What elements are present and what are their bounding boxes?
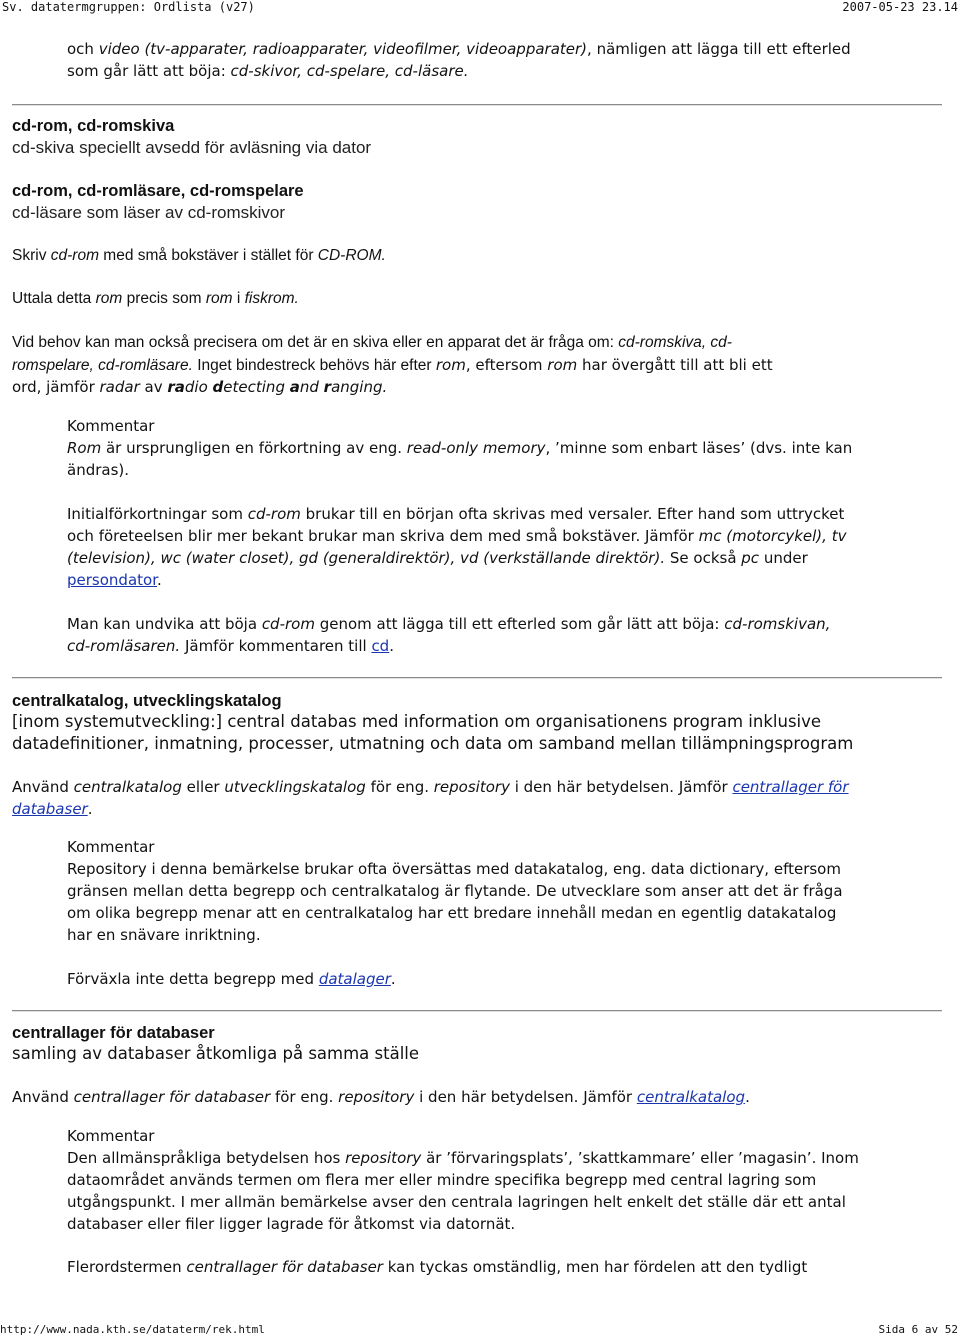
- comment-text: Repository i denna bemärkelse brukar ofta översättas med datakatalog, eng. data dictionary, eftersom: [67, 860, 841, 878]
- document-title: Sv. datatermgruppen: Ordlista (v27): [2, 0, 255, 14]
- comment-text: utgångspunkt. I mer allmän bemärkelse avser den centrala lagringen helt enkelt det ställe där ett antal: [67, 1193, 846, 1211]
- term-heading: centralkatalog, utvecklingskatalog: [12, 692, 282, 710]
- link-datalager[interactable]: datalager: [318, 970, 391, 988]
- precision-note: Vid behov kan man också precisera om det är en skiva eller en apparat det är fråga om: cd-romskiva, cd-: [12, 334, 732, 351]
- term-definition: cd-skiva speciellt avsedd för avläsning via dator: [12, 138, 372, 157]
- comment-text: dataområdet används termen om flera mer eller mindre specifika begrepp med central lagring som: [67, 1171, 817, 1189]
- entry-divider: [12, 677, 942, 679]
- term-definition: cd-läsare som läser av cd-romskivor: [12, 203, 286, 222]
- continuation-line-1: och video (tv-apparater, radioapparater, videofilmer, videoapparater), nämligen att lägga till ett efterled: [67, 40, 851, 58]
- pronunciation-note: Uttala detta rom precis som rom i fiskrom.: [12, 290, 299, 307]
- comment-text: ändras).: [67, 461, 130, 479]
- comment-text: Förväxla inte detta begrepp med datalager.: [67, 970, 396, 988]
- usage-note-line-2: databaser.: [12, 800, 93, 818]
- term-heading: cd-rom, cd-romskiva: [12, 117, 175, 135]
- term-heading: centrallager för databaser: [12, 1024, 215, 1042]
- comment-text: (television), wc (water closet), gd (generaldirektör), vd (verkställande direktör). Se också pc under: [67, 549, 808, 567]
- continuation-line-2: som går lätt att böja: cd-skivor, cd-spelare, cd-läsare.: [67, 62, 469, 80]
- term-definition: samling av databaser åtkomliga på samma ställe: [12, 1044, 420, 1063]
- print-header: [0, 0, 960, 16]
- link-persondator[interactable]: persondator: [67, 571, 157, 589]
- page-url: http://www.nada.kth.se/dataterm/rek.html: [0, 1323, 265, 1336]
- comment-text: Initialförkortningar som cd-rom brukar till en början ofta skrivas med versaler. Efter hand som uttrycket: [67, 505, 845, 523]
- print-footer: [0, 1322, 960, 1338]
- link-cd[interactable]: cd: [371, 637, 390, 655]
- comment-text: Den allmänspråkliga betydelsen hos repository är ’förvaringsplats’, ’skattkammare’ eller ’magasin’. Inom: [67, 1149, 859, 1167]
- comment-text: har en snävare inriktning.: [67, 926, 261, 944]
- page-number: Sida 6 av 52: [878, 1323, 958, 1336]
- comment-text: persondator.: [67, 571, 162, 589]
- comment-text: Flerordstermen centrallager för databaser kan tyckas omständlig, men har fördelen att den tydligt: [67, 1258, 808, 1276]
- comment-text: cd-romläsaren. Jämför kommentaren till cd.: [67, 637, 394, 655]
- comment-text: Man kan undvika att böja cd-rom genom att lägga till ett efterled som går lätt att böja: cd-romskivan,: [67, 615, 831, 633]
- usage-note: Skriv cd-rom med små bokstäver i stället för CD-ROM.: [12, 247, 386, 264]
- comment-label: Kommentar: [67, 1127, 155, 1145]
- comment-text: om olika begrepp menar att en centralkatalog har ett bredare innehåll medan en egentlig datakatalog: [67, 904, 837, 922]
- precision-note-line-2: romspelare, cd-romläsare. Inget bindestreck behövs här efter rom, eftersom rom har övergått till att bli ett: [12, 356, 773, 374]
- comment-text: Rom är ursprungligen en förkortning av eng. read-only memory, ’minne som enbart läses’ (dvs. inte kan: [67, 439, 853, 457]
- comment-text: gränsen mellan detta begrepp och centralkatalog är flytande. De utvecklare som anser att det är fråga: [67, 882, 843, 900]
- comment-label: Kommentar: [67, 838, 155, 856]
- comment-text: databaser eller filer ligger lagrade för åtkomst via datornät.: [67, 1215, 516, 1233]
- term-definition: datadefinitioner, inmatning, processer, utmatning och data om samband mellan tillämpningsprogram: [12, 734, 854, 753]
- usage-note: Använd centrallager för databaser för eng. repository i den här betydelsen. Jämför centralkatalog.: [12, 1088, 750, 1106]
- link-centrallager[interactable]: centrallager för: [732, 778, 849, 796]
- usage-note: Använd centralkatalog eller utvecklingskatalog för eng. repository i den här betydelsen. Jämför centrallager för: [12, 778, 849, 796]
- entry-divider: [12, 104, 942, 106]
- link-centralkatalog[interactable]: centralkatalog: [636, 1088, 746, 1106]
- precision-note-line-3: ord, jämför radar av radio detecting and ranging.: [12, 378, 388, 396]
- comment-label: Kommentar: [67, 417, 155, 435]
- term-heading: cd-rom, cd-romläsare, cd-romspelare: [12, 182, 304, 200]
- link-databaser[interactable]: databaser: [12, 800, 88, 818]
- entry-divider: [12, 1010, 942, 1012]
- term-definition: [inom systemutveckling:] central databas med information om organisationens program inklusive: [12, 712, 822, 731]
- print-datetime: 2007-05-23 23.14: [842, 0, 958, 14]
- comment-text: och företeelsen blir mer bekant brukar man skriva dem med små bokstäver. Jämför mc (motorcykel), tv: [67, 527, 847, 545]
